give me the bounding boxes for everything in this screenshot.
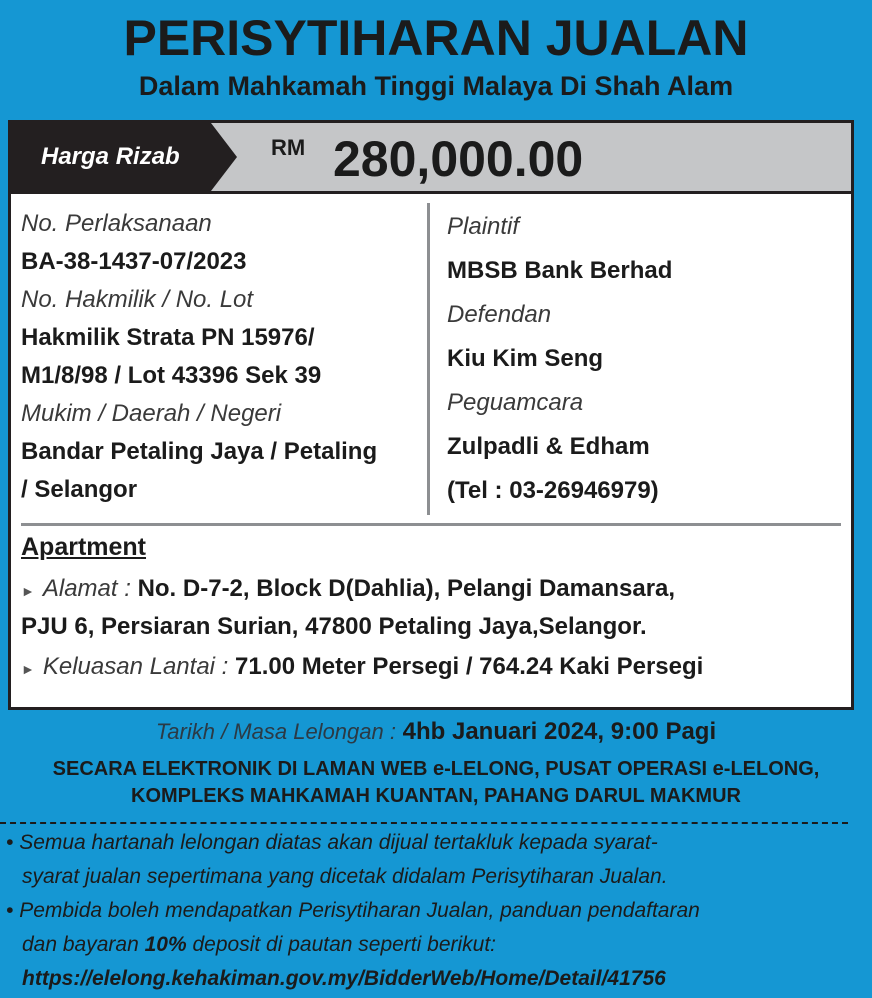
triangle-bullet-icon: ► <box>21 661 35 677</box>
page-subtitle: Dalam Mahkamah Tinggi Malaya Di Shah Alam <box>138 71 734 101</box>
page-title: PERISYTIHARAN JUALAN <box>123 10 749 66</box>
dashed-divider <box>0 822 848 824</box>
case-details-left <box>21 205 421 509</box>
auction-datetime-label: Tarikh / Masa Lelongan : <box>155 719 396 744</box>
title-lot-value-1: Hakmilik Strata PN 15976/ <box>21 324 315 351</box>
defendant-label: Defendan <box>447 301 552 328</box>
floor-area-label: Keluasan Lantai : <box>42 653 229 680</box>
note-2-line-1: • Pembida boleh mendapatkan Perisytiharan Jualan, panduan pendaftaran <box>6 899 700 922</box>
auction-venue <box>0 756 872 810</box>
location-label: Mukim / Daerah / Negeri <box>21 400 282 427</box>
note-2-text-1: Pembida boleh mendapatkan Perisytiharan Jualan, panduan pendaftaran <box>19 899 700 922</box>
note-2-line-2 <box>6 928 866 962</box>
lawyer-telephone: (Tel : 03-26946979) <box>447 477 659 504</box>
sale-notes <box>6 826 866 996</box>
auction-venue-line-2: KOMPLEKS MAHKAMAH KUANTAN, PAHANG DARUL MAKMUR <box>131 785 741 807</box>
sale-details-card <box>8 120 854 710</box>
elelong-link[interactable]: https://elelong.kehakiman.gov.my/BidderWeb/Home/Detail/41756 <box>22 967 666 990</box>
note-1-text-1: Semua hartanah lelongan diatas akan dijual tertakluk kepada syarat- <box>19 831 658 854</box>
address-label: Alamat : <box>42 575 131 602</box>
note-2-text-2c: deposit di pautan seperti berikut: <box>186 933 497 956</box>
auction-datetime <box>0 714 872 750</box>
reserve-price-band <box>11 123 851 194</box>
title-lot-value-2: M1/8/98 / Lot 43396 Sek 39 <box>21 362 322 389</box>
plaintiff-value: MBSB Bank Berhad <box>447 257 673 284</box>
execution-number-label: No. Perlaksanaan <box>21 210 212 237</box>
auction-datetime-value: 4hb Januari 2024, 9:00 Pagi <box>402 718 717 745</box>
lawyer-value: Zulpadli & Edham <box>447 433 650 460</box>
address-line-1 <box>21 571 851 609</box>
note-2-text-2a: dan bayaran <box>22 933 145 956</box>
floor-area-value: 71.00 Meter Persegi / 764.24 Kaki Persegi <box>235 653 704 680</box>
defendant-value: Kiu Kim Seng <box>447 345 604 372</box>
title-lot-label: No. Hakmilik / No. Lot <box>21 286 254 313</box>
address-line-2 <box>21 609 851 645</box>
lawyer-label: Peguamcara <box>447 389 584 416</box>
location-value-2: / Selangor <box>21 476 138 503</box>
deposit-percent: 10% <box>144 933 187 956</box>
case-details-right <box>447 205 837 513</box>
reserve-price-label: Harga Rizab <box>41 143 180 170</box>
column-divider <box>427 203 430 515</box>
auction-venue-line-1: SECARA ELEKTRONIK DI LAMAN WEB e-LELONG, PUSAT OPERASI e-LELONG, <box>52 758 820 780</box>
address-value-2: PJU 6, Persiaran Surian, 47800 Petaling Jaya,Selangor. <box>21 613 647 640</box>
property-type: Apartment <box>21 533 147 561</box>
reserve-price-amount: 280,000.00 <box>333 131 584 187</box>
currency-label: RM <box>271 135 306 160</box>
note-1-text-2: syarat jualan sepertimana yang dicetak didalam Perisytiharan Jualan. <box>22 865 668 888</box>
address-value-1: No. D-7-2, Block D(Dahlia), Pelangi Damansara, <box>137 575 676 602</box>
plaintiff-label: Plaintif <box>447 213 520 240</box>
note-1-line-1: • Semua hartanah lelongan diatas akan dijual tertakluk kepada syarat- <box>6 831 658 854</box>
triangle-bullet-icon: ► <box>21 583 35 599</box>
execution-number-value: BA-38-1437-07/2023 <box>21 248 247 275</box>
section-divider <box>21 523 841 526</box>
location-value-1: Bandar Petaling Jaya / Petaling <box>21 438 378 465</box>
floor-area-line <box>21 649 851 687</box>
